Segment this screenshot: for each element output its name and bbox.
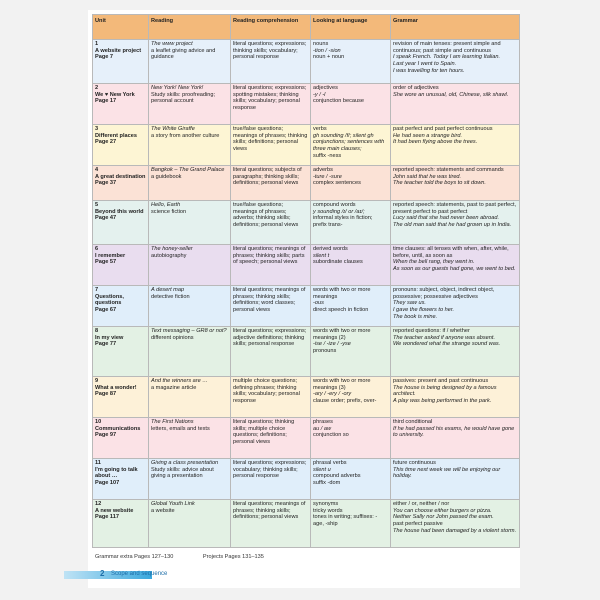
reading-cell xyxy=(149,418,231,459)
table-row xyxy=(93,166,520,201)
grammar-line: I was travelling for ten hours. xyxy=(393,67,465,74)
unit-line: 1 xyxy=(95,41,99,47)
grammar-line: Lucy said that she had never been abroad. xyxy=(393,215,500,222)
grammar-line: future continuous xyxy=(393,460,436,466)
unit-line: Page 87 xyxy=(95,391,117,398)
language-line: prefix trans- xyxy=(313,222,343,229)
comprehension-text: true/false questions; meanings of phrases; thinking skills; definitions; personal views xyxy=(233,126,308,153)
language-line: gh sounding /f/; silent gh xyxy=(313,132,374,139)
language-line: verbs xyxy=(313,126,327,132)
language-line: suffix -dom xyxy=(313,480,341,487)
table-row xyxy=(93,84,520,125)
unit-cell xyxy=(93,84,149,125)
comprehension-cell xyxy=(231,286,311,327)
comprehension-text: literal questions; subjects of paragraphs; thinking skills; definitions; personal views xyxy=(233,167,302,187)
grammar-line: past perfect and past perfect continuous xyxy=(393,126,493,132)
language-line: -ise / -ize / -yse xyxy=(313,341,351,348)
unit-cell xyxy=(93,500,149,548)
grammar-line: When the bell rang, they went in. xyxy=(393,259,475,266)
grammar-line: He had seen a strange bird. xyxy=(393,132,463,139)
reading-line: a story from another culture xyxy=(151,132,220,139)
language-line: adverbs xyxy=(313,167,333,173)
grammar-cell xyxy=(391,327,520,377)
grammar-cell xyxy=(391,286,520,327)
language-cell xyxy=(311,286,391,327)
table-row xyxy=(93,377,520,418)
reading-cell xyxy=(149,500,231,548)
table-row xyxy=(93,286,520,327)
reading-line: A desert map xyxy=(151,287,185,293)
comprehension-text: literal questions; expressions; thinking skills; vocabulary; personal response xyxy=(233,41,307,61)
unit-line: A new website xyxy=(95,507,134,514)
reading-cell xyxy=(149,40,231,84)
comprehension-cell xyxy=(231,459,311,500)
comprehension-cell xyxy=(231,201,311,245)
unit-line: 5 xyxy=(95,202,99,208)
reading-line: The honey-seller xyxy=(151,246,193,252)
unit-cell xyxy=(93,166,149,201)
unit-line: Page 57 xyxy=(95,259,117,266)
unit-line: 10 xyxy=(95,419,102,425)
unit-line: Page 67 xyxy=(95,307,117,314)
reading-line: letters, emails and texts xyxy=(151,425,210,432)
comprehension-cell xyxy=(231,40,311,84)
comprehension-text: literal questions; expressions; spotting mistakes; thinking skills; vocabulary; personal response xyxy=(233,85,307,112)
unit-line: Different places xyxy=(95,132,137,139)
grammar-line: You can choose either burgers or pizza. xyxy=(393,507,492,514)
reading-line: The First Nations xyxy=(151,419,194,425)
language-cell xyxy=(311,125,391,166)
grammar-line: reported speech: statements, past to past perfect, present perfect to past perfect xyxy=(393,202,517,215)
grammar-extra-note: Grammar extra Pages 127–130 xyxy=(95,554,174,560)
comprehension-text: multiple choice questions; defining phrases; thinking skills; vocabulary; personal response xyxy=(233,378,300,405)
grammar-line: order of adjectives xyxy=(393,85,439,91)
unit-line: I'm going to talk about … xyxy=(95,466,138,480)
language-line: silent u xyxy=(313,466,331,473)
language-line: words with two or more meanings (2) xyxy=(313,328,371,341)
comprehension-text: literal questions; thinking skills; multiple choice questions; definitions; personal views xyxy=(233,419,295,446)
reading-line: New York! New York! xyxy=(151,85,204,91)
unit-line: 8 xyxy=(95,328,99,334)
unit-line: Page 7 xyxy=(95,54,114,61)
language-line: suffix -ness xyxy=(313,152,342,159)
table-row xyxy=(93,245,520,286)
unit-line: Page 107 xyxy=(95,480,120,487)
language-line: phrases xyxy=(313,419,333,425)
language-line: compound words xyxy=(313,202,356,208)
comprehension-text: literal questions; expressions; vocabulary; thinking skills; personal response xyxy=(233,460,307,480)
unit-line: Beyond this world xyxy=(95,208,144,215)
reading-line: Hello, Earth xyxy=(151,202,181,208)
comprehension-cell xyxy=(231,245,311,286)
reading-line: detective fiction xyxy=(151,293,190,300)
projects-note: Projects Pages 131–135 xyxy=(202,554,264,560)
table-row xyxy=(93,500,520,548)
grammar-cell xyxy=(391,166,520,201)
table-row xyxy=(93,459,520,500)
grammar-cell xyxy=(391,459,520,500)
language-line: words with two or more meanings (3) xyxy=(313,378,371,391)
header-row xyxy=(93,15,520,40)
comprehension-cell xyxy=(231,125,311,166)
unit-cell xyxy=(93,286,149,327)
grammar-cell xyxy=(391,84,520,125)
grammar-line: time clauses: all tenses with when, after, while, before, until, as soon as xyxy=(393,246,509,259)
grammar-line: Last year I went to Spain. xyxy=(393,61,457,68)
reading-line: And the winners are … xyxy=(151,378,208,384)
language-line: pronouns xyxy=(313,348,337,355)
reading-line: Study skills: proofreading; personal account xyxy=(151,91,216,105)
grammar-line: Neither Sally nor John passed the exam. xyxy=(393,514,494,521)
grammar-line: John said that he was tired. xyxy=(393,173,462,180)
language-cell xyxy=(311,377,391,418)
grammar-line: We wondered what the strange sound was. xyxy=(393,341,501,348)
unit-line: I remember xyxy=(95,252,126,259)
reading-line: Study skills: advice about giving a presentation xyxy=(151,466,214,480)
reading-line: The White Giraffe xyxy=(151,126,195,132)
unit-cell xyxy=(93,377,149,418)
footer-note xyxy=(95,554,292,560)
table-row xyxy=(93,418,520,459)
language-line: y sounding /ɪ/ or /aɪ/; xyxy=(313,208,365,215)
grammar-line: reported speech: statements and commands xyxy=(393,167,504,173)
language-cell xyxy=(311,500,391,548)
comprehension-text: literal questions; meanings of phrases; thinking skills; parts of speech; personal views xyxy=(233,246,306,266)
language-line: conjunctions; sentences with three main clauses; xyxy=(313,139,385,153)
grammar-cell xyxy=(391,40,520,84)
unit-line: A great destination xyxy=(95,173,146,180)
grammar-line: The book is mine. xyxy=(393,313,438,320)
grammar-line: I speak French. Today I am learning Italian. xyxy=(393,54,501,61)
reading-line: Giving a class presentation xyxy=(151,460,219,466)
language-cell xyxy=(311,201,391,245)
grammar-line: The house had been damaged by a violent storm. xyxy=(393,527,517,534)
grammar-line: passives: present and past continuous xyxy=(393,378,489,384)
grammar-line: A play was being performed in the park. xyxy=(393,398,492,405)
language-cell xyxy=(311,459,391,500)
language-line: nouns xyxy=(313,41,329,47)
reading-line: autobiography xyxy=(151,252,187,259)
grammar-line: If he had passed his exams, he would have gone to university. xyxy=(393,425,515,439)
language-cell xyxy=(311,245,391,286)
unit-cell xyxy=(93,327,149,377)
unit-line: 2 xyxy=(95,85,99,91)
grammar-line: The teacher told the boys to sit down. xyxy=(393,180,486,187)
comprehension-cell xyxy=(231,327,311,377)
reading-line: science fiction xyxy=(151,208,187,215)
grammar-line: This time next week we will be enjoying our holiday. xyxy=(393,466,501,480)
header-reading-comprehension: Reading comprehension xyxy=(231,15,311,40)
grammar-line: past perfect passive xyxy=(393,521,443,528)
unit-cell xyxy=(93,40,149,84)
unit-line: Communications xyxy=(95,425,141,432)
unit-line: 3 xyxy=(95,126,99,132)
grammar-cell xyxy=(391,201,520,245)
language-line: noun + noun xyxy=(313,54,345,61)
reading-cell xyxy=(149,459,231,500)
grammar-line: The old man said that he had grown up in India. xyxy=(393,222,512,229)
reading-cell xyxy=(149,125,231,166)
unit-line: 9 xyxy=(95,378,99,384)
grammar-line: I gave the flowers to her. xyxy=(393,307,455,314)
unit-line: 6 xyxy=(95,246,99,252)
language-line: words with two or more meanings xyxy=(313,287,371,300)
language-line: adjectives xyxy=(313,85,338,91)
reading-line: Text messaging – GR8 or not? xyxy=(151,328,227,334)
language-cell xyxy=(311,327,391,377)
header-reading: Reading xyxy=(149,15,231,40)
comprehension-text: true/false questions; meanings of phrases; adverbs; thinking skills; definitions; personal views xyxy=(233,202,299,229)
grammar-cell xyxy=(391,500,520,548)
reading-line: different opinions xyxy=(151,334,194,341)
language-line: -ary / -ery / -ory xyxy=(313,391,352,398)
comprehension-cell xyxy=(231,166,311,201)
language-line: tones in writing; suffixes: -age, -ship xyxy=(313,514,378,528)
unit-line: Page 97 xyxy=(95,432,117,439)
language-line: -y / -l xyxy=(313,91,326,98)
language-line: derived words xyxy=(313,246,348,252)
header-looking-at-language: Looking at language xyxy=(311,15,391,40)
language-line: synonyms xyxy=(313,501,339,507)
unit-line: 7 xyxy=(95,287,99,293)
language-line: conjunction because xyxy=(313,98,365,105)
unit-cell xyxy=(93,201,149,245)
grammar-line: The teacher asked if anyone was absent. xyxy=(393,334,495,341)
table-row xyxy=(93,201,520,245)
language-cell xyxy=(311,40,391,84)
grammar-line: third conditional xyxy=(393,419,433,425)
comprehension-cell xyxy=(231,418,311,459)
reading-cell xyxy=(149,84,231,125)
reading-cell xyxy=(149,201,231,245)
page-section-label: Scope and sequence xyxy=(111,571,168,577)
language-line: phrasal verbs xyxy=(313,460,347,466)
unit-cell xyxy=(93,418,149,459)
unit-line: Page 37 xyxy=(95,180,117,187)
language-line: tricky words xyxy=(313,507,343,514)
table-row xyxy=(93,40,520,84)
comprehension-text: literal questions; meanings of phrases; thinking skills; definitions; personal views xyxy=(233,501,306,521)
unit-line: Questions, questions xyxy=(95,293,124,307)
unit-line: 11 xyxy=(95,460,101,466)
unit-cell xyxy=(93,125,149,166)
language-line: au / aw xyxy=(313,425,332,432)
header-grammar: Grammar xyxy=(391,15,520,40)
reading-cell xyxy=(149,286,231,327)
grammar-line: either / or, neither / nor xyxy=(393,501,450,507)
table-body xyxy=(93,40,520,548)
grammar-line: They saw us. xyxy=(393,300,426,307)
unit-line: Page 47 xyxy=(95,215,117,222)
unit-line: We ♥ New York xyxy=(95,91,135,98)
page-number: 2 xyxy=(100,569,105,578)
unit-cell xyxy=(93,245,149,286)
language-line: informal styles in fiction; xyxy=(313,215,373,222)
table-row xyxy=(93,327,520,377)
reading-line: a leaflet giving advice and guidance xyxy=(151,47,216,61)
unit-cell xyxy=(93,459,149,500)
language-line: clause order; prefix, over- xyxy=(313,398,377,405)
grammar-cell xyxy=(391,245,520,286)
unit-line: 4 xyxy=(95,167,99,173)
unit-line: What a wonder! xyxy=(95,384,137,391)
reading-line: a website xyxy=(151,507,175,514)
language-line: complex sentences xyxy=(313,180,361,187)
grammar-cell xyxy=(391,418,520,459)
language-line: direct speech in fiction xyxy=(313,307,369,314)
grammar-line: pronouns: subject, object, indirect object, possessive; possessive adjectives xyxy=(393,287,495,300)
language-line: -ture / -sure xyxy=(313,173,342,180)
table-row xyxy=(93,125,520,166)
header-unit: Unit xyxy=(93,15,149,40)
grammar-cell xyxy=(391,377,520,418)
grammar-line: It had been flying above the trees. xyxy=(393,139,478,146)
reading-line: Bangkok – The Grand Palace xyxy=(151,167,225,173)
unit-line: A website project xyxy=(95,47,142,54)
comprehension-cell xyxy=(231,377,311,418)
grammar-line: reported questions: if / whether xyxy=(393,328,470,334)
language-line: silent t xyxy=(313,252,330,259)
reading-line: Global Youth Link xyxy=(151,501,195,507)
reading-cell xyxy=(149,327,231,377)
reading-cell xyxy=(149,377,231,418)
reading-line: a guidebook xyxy=(151,173,182,180)
unit-line: 12 xyxy=(95,501,102,507)
language-line: -tion / -sion xyxy=(313,47,341,54)
language-cell xyxy=(311,166,391,201)
grammar-line: As soon as our guests had gone, we went to bed. xyxy=(393,266,516,273)
language-cell xyxy=(311,84,391,125)
unit-line: Page 27 xyxy=(95,139,117,146)
reading-cell xyxy=(149,245,231,286)
comprehension-cell xyxy=(231,500,311,548)
scope-table xyxy=(92,14,520,548)
language-cell xyxy=(311,418,391,459)
reading-line: The www project xyxy=(151,41,193,47)
grammar-line: She wore an unusual, old, Chinese, silk shawl. xyxy=(393,91,509,98)
reading-line: a magazine article xyxy=(151,384,197,391)
unit-line: Page 17 xyxy=(95,98,117,105)
comprehension-text: literal questions; expressions; adjective definitions; thinking skills; personal response xyxy=(233,328,307,348)
language-line: subordinate clauses xyxy=(313,259,363,266)
language-line: -ous xyxy=(313,300,324,307)
language-line: conjunction so xyxy=(313,432,349,439)
unit-line: In my view xyxy=(95,334,124,341)
grammar-cell xyxy=(391,125,520,166)
comprehension-cell xyxy=(231,84,311,125)
grammar-line: The house is being designed by a famous architect. xyxy=(393,384,497,398)
unit-line: Page 117 xyxy=(95,514,119,521)
language-line: compound adverbs xyxy=(313,473,361,480)
reading-cell xyxy=(149,166,231,201)
unit-line: Page 77 xyxy=(95,341,117,348)
grammar-line: revision of main tenses: present simple and continuous; past simple and continuous xyxy=(393,41,501,54)
comprehension-text: literal questions; meanings of phrases; thinking skills; definitions; word classes; personal views xyxy=(233,287,306,314)
